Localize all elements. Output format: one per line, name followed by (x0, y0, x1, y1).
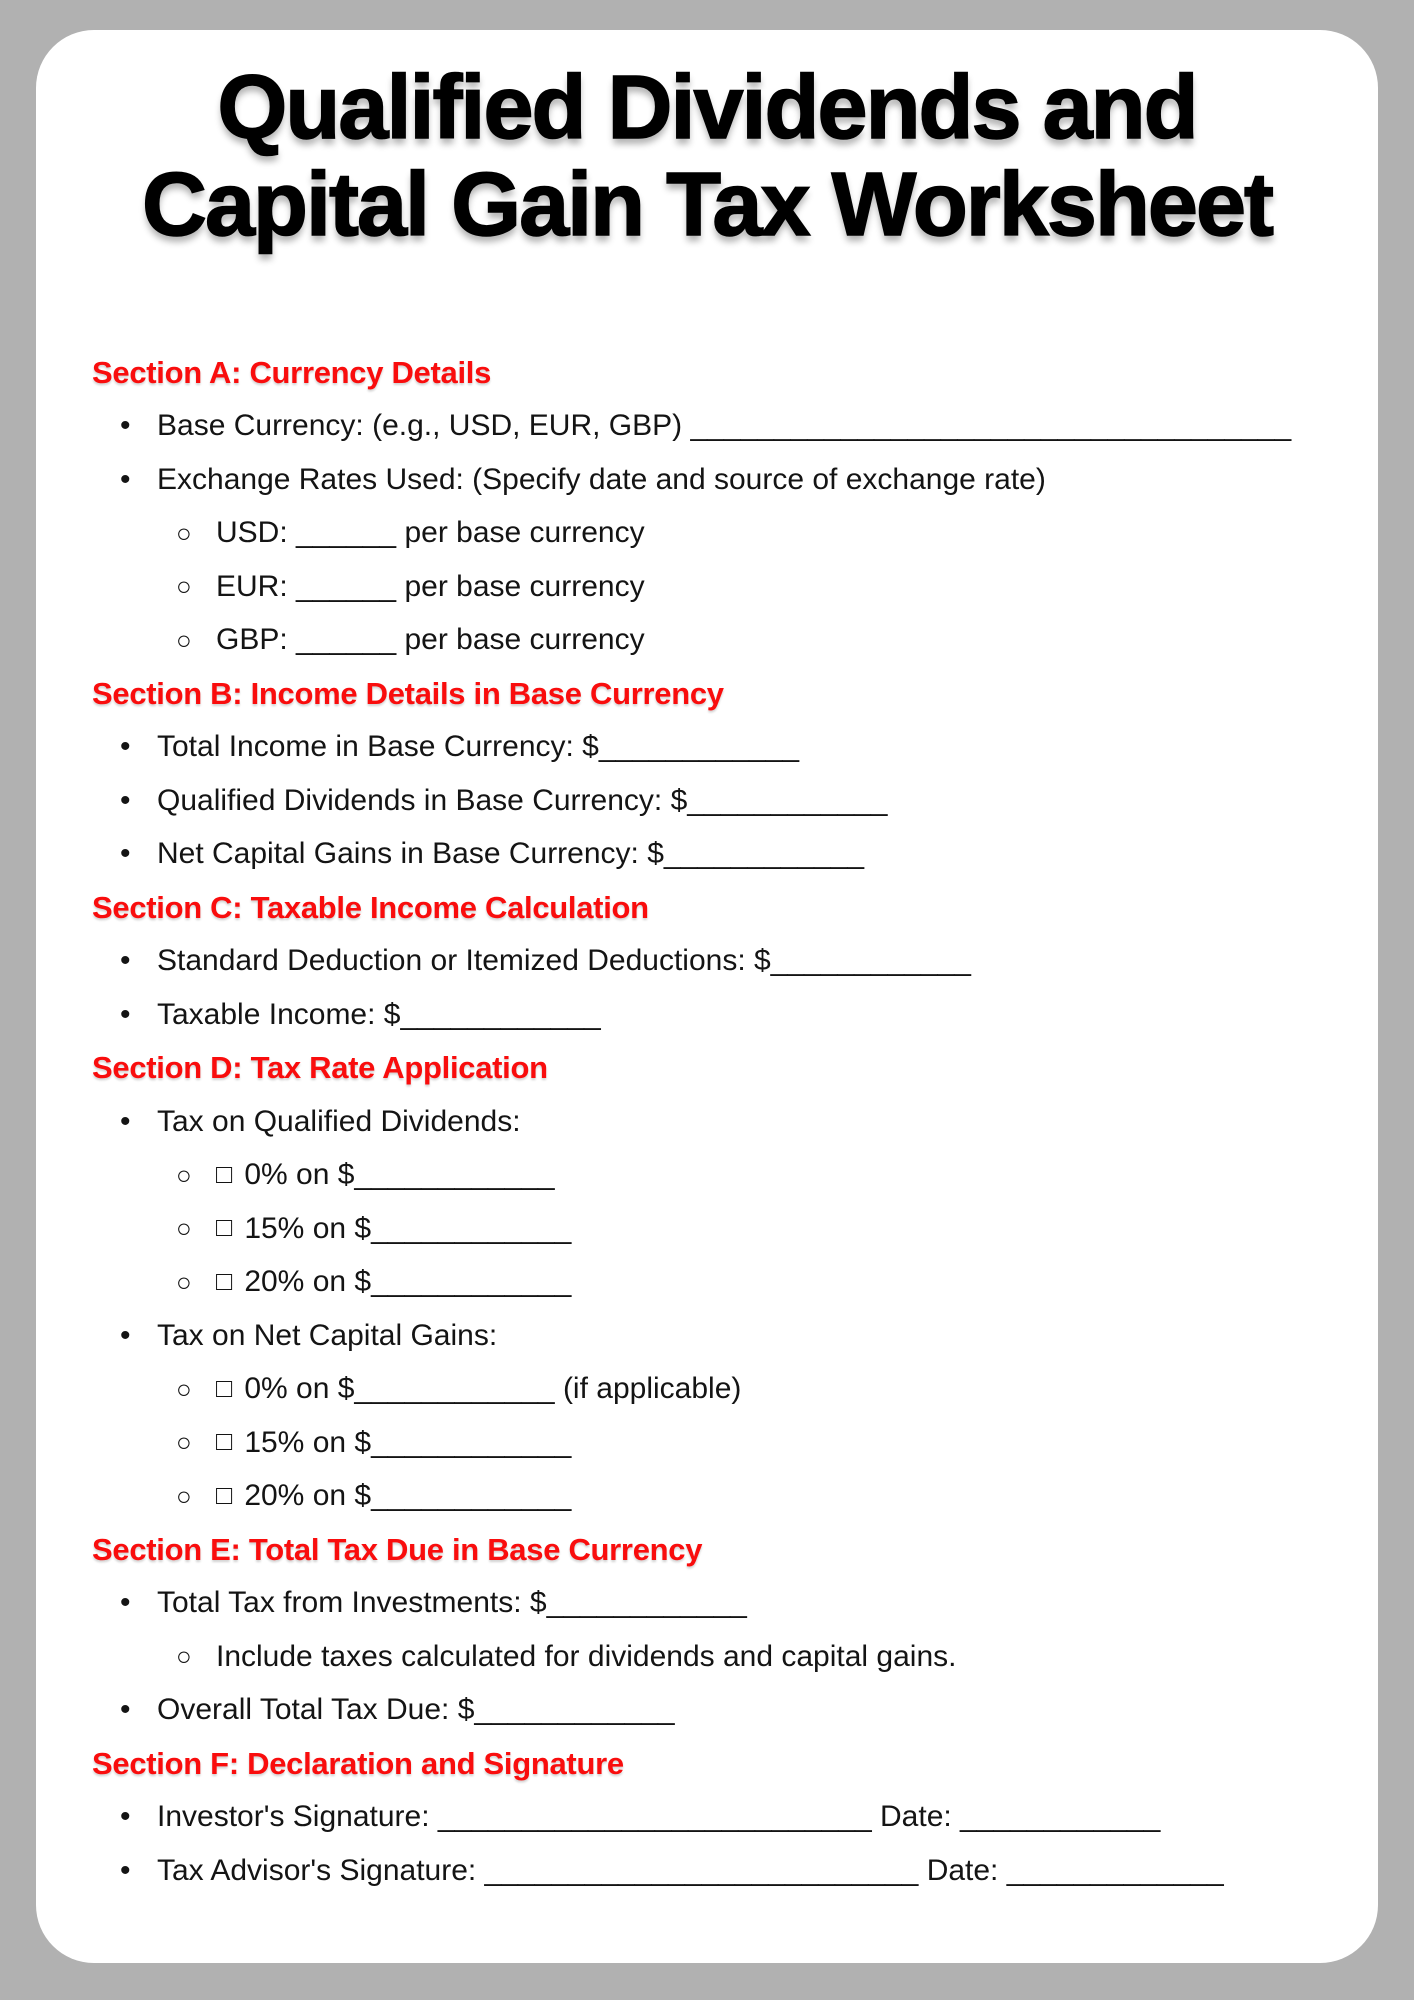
bullet-icon: • (120, 1800, 131, 1834)
circle-bullet-icon: ○ (176, 1641, 192, 1672)
list-item (92, 614, 1354, 668)
circle-bullet-icon: ○ (176, 624, 192, 655)
bullet-icon: • (120, 409, 131, 443)
bullet-icon: • (120, 997, 131, 1031)
circle-bullet-icon: ○ (176, 517, 192, 548)
item-text: Include taxes calculated for dividends and capital gains. (216, 1639, 957, 1673)
list-item (92, 988, 1354, 1042)
bullet-icon: • (120, 1104, 131, 1138)
item-text: 20% on $____________ (244, 1265, 572, 1299)
bullet-icon: • (120, 462, 131, 496)
item-text: EUR: ______ per base currency (216, 569, 645, 603)
circle-bullet-icon: ○ (176, 1373, 192, 1404)
section-heading: Section F: Declaration and Signature (92, 1745, 624, 1781)
list-item (92, 935, 1354, 989)
item-text: Taxable Income: $____________ (157, 997, 601, 1031)
list-item (92, 560, 1354, 614)
item-text: Tax Advisor's Signature: __________________________ Date: _____________ (157, 1853, 1224, 1887)
list-item (92, 774, 1354, 828)
checkbox-icon: □ (216, 1158, 233, 1189)
checkbox-icon: □ (216, 1479, 233, 1510)
item-text: 15% on $____________ (244, 1425, 572, 1459)
item-text: Exchange Rates Used: (Specify date and source of exchange rate) (157, 462, 1046, 496)
page-title (56, 60, 1358, 254)
section-heading: Section D: Tax Rate Application (92, 1050, 548, 1086)
item-text: 15% on $____________ (244, 1211, 572, 1245)
list-item (92, 1470, 1354, 1524)
list-item (92, 507, 1354, 561)
item-text: Total Income in Base Currency: $____________ (157, 730, 800, 764)
bullet-icon: • (120, 1853, 131, 1887)
item-text: GBP: ______ per base currency (216, 623, 645, 657)
bullet-icon: • (120, 1586, 131, 1620)
item-text: Tax on Net Capital Gains: (157, 1318, 498, 1352)
item-text: Total Tax from Investments: $____________ (157, 1586, 747, 1620)
list-item (92, 1844, 1354, 1898)
item-text: Base Currency: (e.g., USD, EUR, GBP) ____________________________________ (157, 409, 1292, 443)
item-text: USD: ______ per base currency (216, 516, 645, 550)
list-item (92, 1791, 1354, 1845)
list-item (92, 721, 1354, 775)
list-item (92, 1309, 1354, 1363)
item-text: 20% on $____________ (244, 1479, 572, 1513)
list-item (92, 1363, 1354, 1417)
bullet-icon: • (120, 837, 131, 871)
circle-bullet-icon: ○ (176, 1427, 192, 1458)
circle-bullet-icon: ○ (176, 1480, 192, 1511)
item-text: Standard Deduction or Itemized Deductions: $____________ (157, 944, 971, 978)
item-text: Net Capital Gains in Base Currency: $____________ (157, 837, 865, 871)
list-item (92, 1149, 1354, 1203)
checkbox-icon: □ (216, 1372, 233, 1403)
list-item (92, 1577, 1354, 1631)
list-item (92, 1256, 1354, 1310)
page-title-line-2: Capital Gain Tax Worksheet (142, 155, 1272, 255)
circle-bullet-icon: ○ (176, 1159, 192, 1190)
item-text: Qualified Dividends in Base Currency: $____________ (157, 783, 888, 817)
list-item (92, 400, 1354, 454)
list-item (92, 1630, 1354, 1684)
section-heading: Section C: Taxable Income Calculation (92, 889, 649, 925)
bullet-icon: • (120, 730, 131, 764)
list-item (92, 1202, 1354, 1256)
section-heading: Section E: Total Tax Due in Base Currency (92, 1531, 703, 1567)
item-text: Tax on Qualified Dividends: (157, 1104, 521, 1138)
page-title-line-1: Qualified Dividends and (217, 58, 1197, 158)
bullet-icon: • (120, 944, 131, 978)
worksheet-body (36, 346, 1378, 1898)
item-text: 0% on $____________ (if applicable) (244, 1372, 742, 1406)
checkbox-icon: □ (216, 1426, 233, 1457)
bullet-icon: • (120, 1693, 131, 1727)
list-item (92, 1416, 1354, 1470)
checkbox-icon: □ (216, 1265, 233, 1296)
item-text: 0% on $____________ (244, 1158, 555, 1192)
worksheet-card (36, 30, 1378, 1963)
bullet-icon: • (120, 783, 131, 817)
section-heading: Section A: Currency Details (92, 354, 492, 390)
item-text: Investor's Signature: __________________________ Date: ____________ (157, 1800, 1161, 1834)
checkbox-icon: □ (216, 1212, 233, 1243)
circle-bullet-icon: ○ (176, 571, 192, 602)
circle-bullet-icon: ○ (176, 1213, 192, 1244)
bullet-icon: • (120, 1318, 131, 1352)
list-item (92, 1684, 1354, 1738)
list-item (92, 453, 1354, 507)
item-text: Overall Total Tax Due: $____________ (157, 1693, 675, 1727)
section-heading: Section B: Income Details in Base Currency (92, 675, 724, 711)
circle-bullet-icon: ○ (176, 1266, 192, 1297)
list-item (92, 828, 1354, 882)
list-item (92, 1095, 1354, 1149)
